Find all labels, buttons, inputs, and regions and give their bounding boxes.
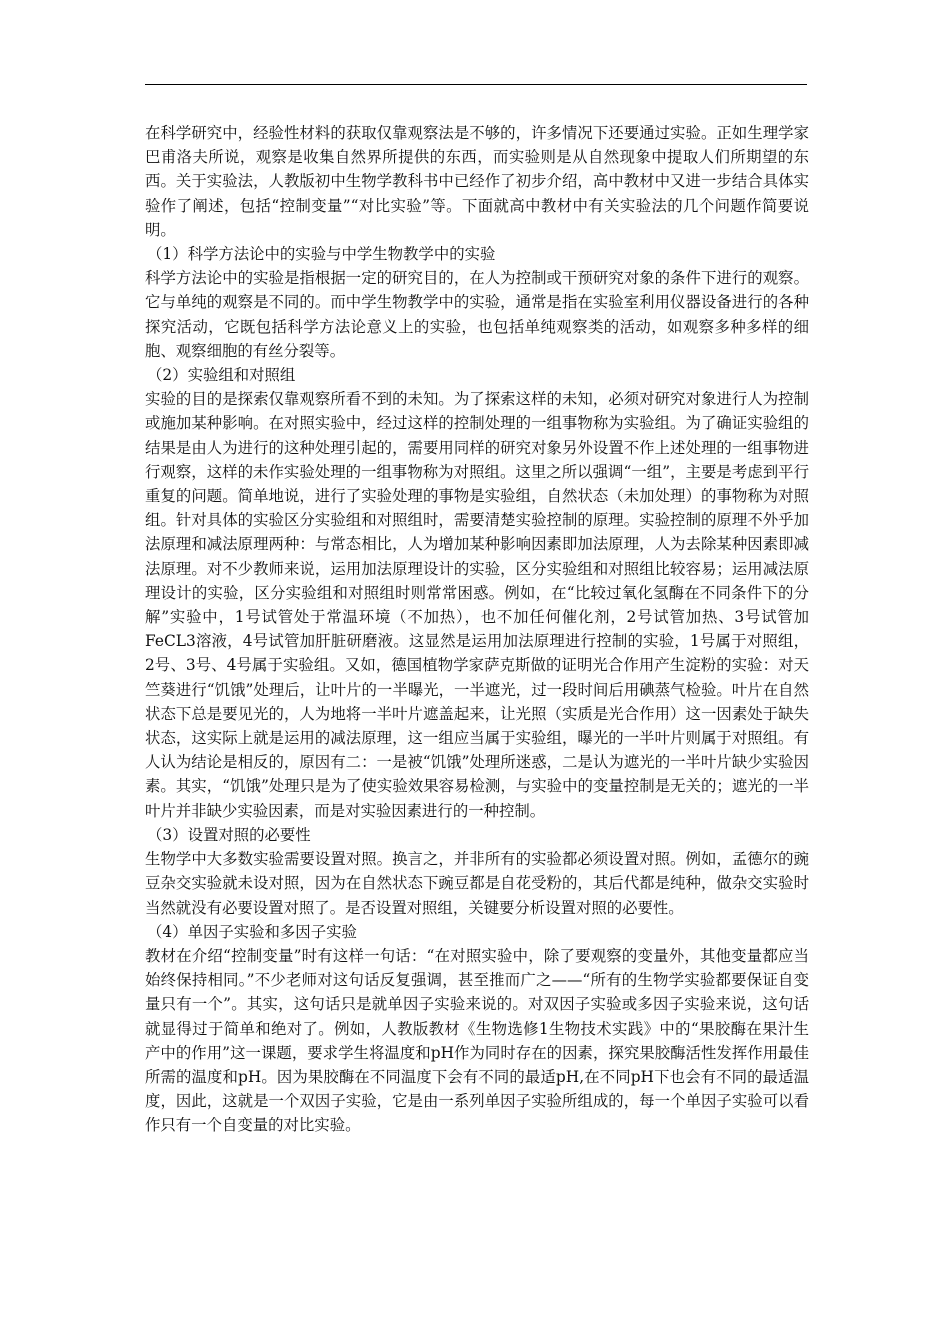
paragraph-section-3: 生物学中大多数实验需要设置对照。换言之，并非所有的实验都必须设置对照。例如，孟德尔的豌豆杂交实验就未设对照，因为在自然状态下豌豆都是自花受粉的，其后代都是纯种，做杂交实验时当然就没有必要设置对照了。是否设置对照组，关键要分析设置对照的必要性。 [145,850,809,917]
section-heading-3: （3）设置对照的必要性 [147,825,311,844]
section-heading-4: （4）单因子实验和多因子实验 [147,922,357,941]
paragraph-section-4: 教材在介绍“控制变量”时有这样一句话：“在对照实验中，除了要观察的变量外，其他变量都应当始终保持相同。”不少老师对这句话反复强调，甚至推而广之——“所有的生物学实验都要保证自变量只有一个”。其实，这句话只是就单因子实验来说的。对双因子实验或多因子实验来说，这句话就显得过于简单和绝对了。例如，人教版教材《生物选修1生物技术实践》中的“果胶酶在果汁生产中的作用”这一课题，要求学生将温度和pH作为同时存在的因素，探究果胶酶活性发挥作用最佳所需的温度和pH。因为果胶酶在不同温度下会有不同的最适pH,在不同pH下也会有不同的最适温度，因此，这就是一个双因子实验，它是由一系列单因子实验所组成的，每一个单因子实验可以看作只有一个自变量的对比实验。 [145,946,809,1135]
document-body [145,121,809,1138]
paragraph-section-1: 科学方法论中的实验是指根据一定的研究目的，在人为控制或干预研究对象的条件下进行的观察。它与单纯的观察是不同的。而中学生物教学中的实验，通常是指在实验室利用仪器设备进行的各种探究活动，它既包括科学方法论意义上的实验，也包括单纯观察类的活动，如观察多种多样的细胞、观察细胞的有丝分裂等。 [145,269,809,360]
header-rule [145,84,807,85]
section-heading-2: （2）实验组和对照组 [147,366,296,385]
paragraph-intro: 在科学研究中，经验性材料的获取仅靠观察法是不够的，许多情况下还要通过实验。正如生理学家巴甫洛夫所说，观察是收集自然界所提供的东西，而实验则是从自然现象中提取人们所期望的东西。关于实验法，人教版初中生物学教科书中已经作了初步介绍，高中教材中又进一步结合具体实验作了阐述，包括“控制变量”“对比实验”等。下面就高中教材中有关实验法的几个问题作简要说明。 [145,124,809,239]
section-heading-1: （1）科学方法论中的实验与中学生物教学中的实验 [147,245,496,264]
paragraph-section-2: 实验的目的是探索仅靠观察所看不到的未知。为了探索这样的未知，必须对研究对象进行人为控制或施加某种影响。在对照实验中，经过这样的控制处理的一组事物称为实验组。为了确证实验组的结果是由人为进行的这种处理引起的，需要用同样的研究对象另外设置不作上述处理的一组事物进行观察，这样的未作实验处理的一组事物称为对照组。这里之所以强调“一组”，主要是考虑到平行重复的问题。简单地说，进行了实验处理的事物是实验组，自然状态（未加处理）的事物称为对照组。针对具体的实验区分实验组和对照组时，需要清楚实验控制的原理。实验控制的原理不外乎加法原理和减法原理两种：与常态相比，人为增加某种影响因素即加法原理，人为去除某种因素即减法原理。对不少教师来说，运用加法原理设计的实验，区分实验组和对照组比较容易；运用减法原理设计的实验，区分实验组和对照组时则常常困惑。例如，在“比较过氧化氢酶在不同条件下的分解”实验中，1号试管处于常温环境（不加热），也不加任何催化剂，2号试管加热、3号试管加FeCL3溶液，4号试管加肝脏研磨液。这显然是运用加法原理进行控制的实验，1号属于对照组，2号、3号、4号属于实验组。又如，德国植物学家萨克斯做的证明光合作用产生淀粉的实验：对天竺葵进行“饥饿”处理后，让叶片的一半曝光，一半遮光，过一段时间后用碘蒸气检验。叶片在自然状态下总是要见光的，人为地将一半叶片遮盖起来，让光照（实质是光合作用）这一因素处于缺失状态，这实际上就是运用的减法原理，这一组应当属于实验组，曝光的一半叶片则属于对照组。有人认为结论是相反的，原因有二：一是被“饥饿”处理所迷惑，二是认为遮光的一半叶片缺少实验因素。其实，“饥饿”处理只是为了使实验效果容易检测，与实验中的变量控制是无关的；遮光的一半叶片并非缺少实验因素，而是对实验因素进行的一种控制。 [145,390,809,820]
